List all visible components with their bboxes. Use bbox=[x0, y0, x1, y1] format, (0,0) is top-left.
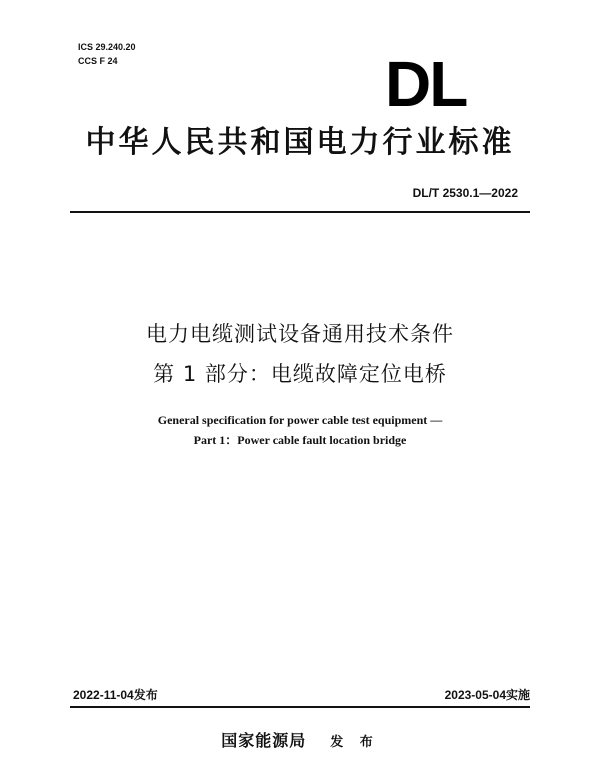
ccs-code: CCS F 24 bbox=[78, 56, 118, 66]
publisher-name: 国家能源局 bbox=[221, 731, 307, 750]
standard-number: DL/T 2530.1—2022 bbox=[412, 186, 518, 200]
implementation-date: 2023-05-04实施 bbox=[444, 688, 530, 702]
english-title-line-2: Part 1：Power cable fault location bridge bbox=[193, 433, 407, 447]
publisher bbox=[0, 728, 600, 751]
standard-category-title: 中华人民共和国电力行业标准 bbox=[85, 125, 515, 160]
english-title-line-1: General specification for power cable test equipment — bbox=[157, 413, 443, 427]
chinese-title-line-1: 电力电缆测试设备通用技术条件 bbox=[146, 322, 454, 346]
ics-code: ICS 29.240.20 bbox=[78, 42, 136, 52]
issue-date: 2022-11-04发布 bbox=[73, 688, 158, 702]
bottom-divider bbox=[70, 706, 530, 708]
dl-logo: DL bbox=[385, 48, 467, 120]
top-divider bbox=[70, 211, 530, 213]
publish-action: 发 布 bbox=[330, 735, 379, 750]
classification-codes bbox=[78, 40, 136, 68]
chinese-title-line-2: 第 1 部分：电缆故障定位电桥 bbox=[153, 362, 447, 386]
